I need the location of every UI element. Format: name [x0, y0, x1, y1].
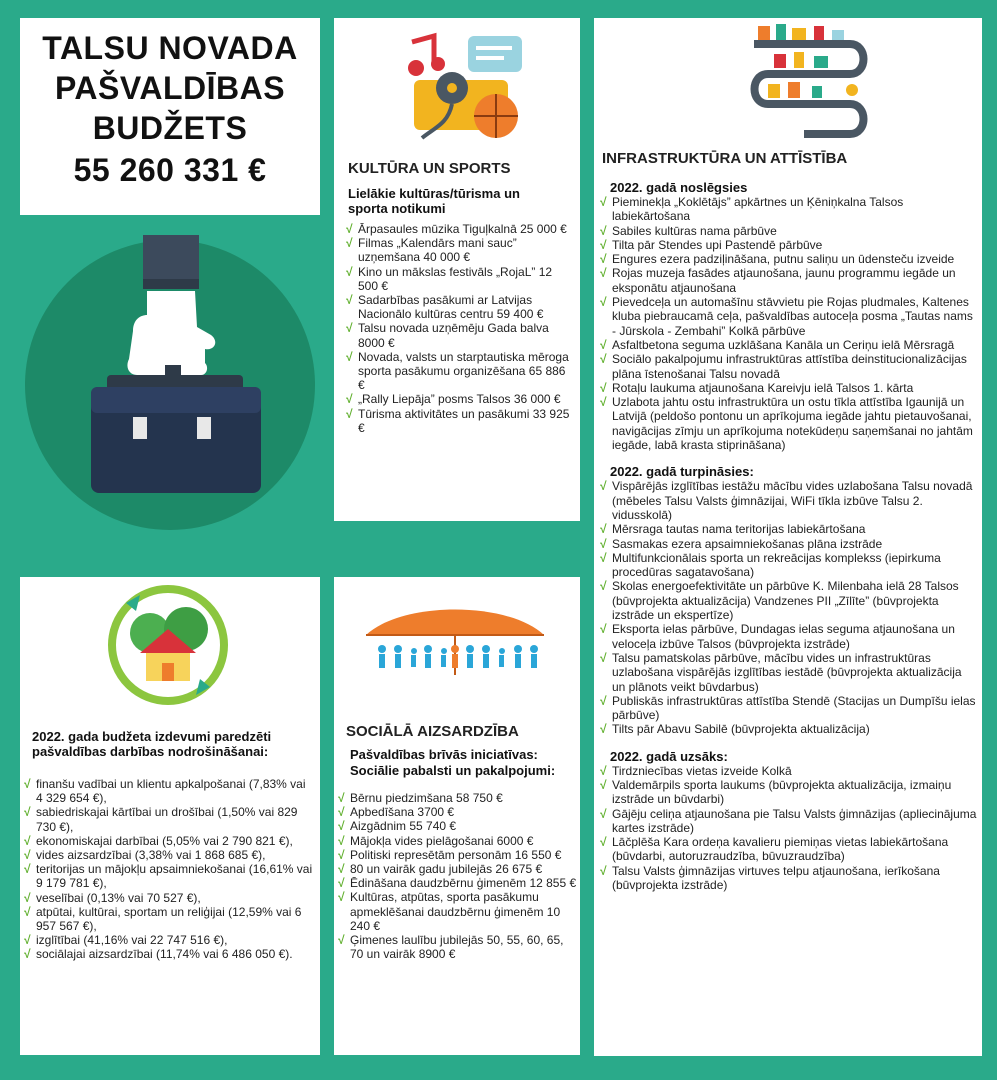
social-subheading-benefits: Sociālie pabalsti un pakalpojumi:: [350, 763, 556, 778]
title-card: [20, 18, 320, 215]
umbrella-people-illustration: [362, 605, 548, 677]
list-item: √ Asfaltbetona seguma uzklāšana Kanāla un Ceriņu ielā Mērsragā: [600, 337, 955, 352]
check-icon: √: [338, 933, 345, 948]
check-icon: √: [600, 777, 607, 792]
briefcase-hand-illustration: [25, 235, 315, 535]
check-icon: √: [600, 579, 607, 594]
check-icon: √: [346, 406, 353, 421]
culture-subheading: Lielākie kultūras/tūrisma un sporta notikumi: [348, 186, 520, 216]
list-item: √ atpūtai, kultūrai, sportam un reliģijai (12,59% vai 6 957 567 €),: [24, 904, 302, 934]
list-item: √ Novada, valsts un starptautiska mēroga sporta pasākumu organizēšana 65 886 €: [346, 349, 569, 393]
check-icon: √: [338, 805, 345, 820]
list-item: √ finanšu vadībai un klientu apkalpošanai (7,83% vai 4 329 654 €),: [24, 777, 306, 806]
social-protection-card: [334, 577, 580, 1055]
check-icon: √: [346, 349, 353, 364]
list-item: √ ekonomiskajai darbībai (5,05% vai 2 790 821 €),: [24, 833, 293, 848]
check-icon: √: [600, 863, 607, 878]
starting-list: [600, 764, 978, 893]
check-icon: √: [24, 777, 31, 791]
list-item: √ Politiski represētām personām 16 550 €: [338, 847, 562, 862]
list-item: √ Tilta pār Stendes upi Pastendē pārbūve: [600, 237, 823, 252]
check-icon: √: [338, 833, 345, 848]
list-item: √ Kino un mākslas festivāls „RojaL” 12 500 €: [346, 264, 553, 293]
social-heading: SOCIĀLĀ AIZSARDZĪBA: [346, 723, 519, 740]
check-icon: √: [600, 395, 607, 410]
check-icon: √: [24, 833, 31, 848]
check-icon: √: [600, 295, 607, 310]
list-item: √ Bērnu piedzimšana 58 750 €: [338, 791, 503, 805]
list-item: √ Skolas energoefektivitāte un pārbūve K. Milenbaha ielā 28 Talsos (būvprojekta aktualizācija) Vandzenes PII „Zīlīte” (būvprojekta izstrāde un ekspertīze): [600, 579, 959, 623]
city-road-illustration: [744, 24, 874, 142]
check-icon: √: [600, 195, 607, 209]
check-icon: √: [600, 223, 607, 238]
check-icon: √: [600, 693, 607, 708]
social-subheading-initiatives: Pašvaldības brīvās iniciatīvas:: [350, 747, 538, 762]
title-line-1: TALSU NOVADA: [42, 30, 298, 66]
list-item: √ Publiskās infrastruktūras attīstība Stendē (Stacijas un Dumpīšu ielas pārbūve): [600, 693, 976, 723]
list-item: √ teritorijas un mājokļu apsaimniekošanai (16,61% vai 9 179 781 €),: [24, 862, 313, 891]
list-item: √ Ģimenes laulību jubilejās 50, 55, 60, 65, 70 un vairāk 8900 €: [338, 933, 564, 962]
list-item: √ sabiedriskajai kārtībai un drošībai (1,50% vai 829 730 €),: [24, 805, 298, 834]
list-item: √ Sociālo pakalpojumu infrastruktūras attīstība deinstitucionalizācijas plāna īstenošanai Talsu novadā: [600, 352, 967, 381]
budget-amount: 55 260 331 €: [73, 152, 267, 188]
check-icon: √: [346, 222, 353, 236]
finishing-list: [600, 195, 978, 452]
check-icon: √: [600, 550, 607, 565]
list-item: √ Sasmakas ezera apsaimniekošanas plāna izstrāde: [600, 536, 883, 551]
infrastructure-card: [594, 18, 982, 1056]
check-icon: √: [600, 337, 607, 352]
check-icon: √: [338, 847, 345, 862]
check-icon: √: [24, 805, 31, 820]
check-icon: √: [600, 266, 607, 281]
check-icon: √: [338, 862, 345, 877]
list-item: √ Engures ezera padziļināšana, putnu saliņu un ūdensteču izveide: [600, 252, 955, 267]
check-icon: √: [24, 890, 31, 905]
list-item: √ Ārpasaules mūzika Tiguļkalnā 25 000 €: [346, 222, 567, 236]
list-item: √ Sadarbības pasākumi ar Latvijas Nacionālo kultūras centru 59 400 €: [346, 293, 544, 322]
check-icon: √: [338, 819, 345, 834]
list-item: √ Talsu pamatskolas pārbūve, mācību vides un infrastruktūras uzlabošana vispārējās izglītības iestādē (būvprojekta aktualizācija un plānots veikt būvdarbus): [600, 650, 962, 694]
list-item: √ Talsu Valsts ģimnāzijas virtuves telpu atjaunošana, ierīkošana (būvprojekta izstrāde): [600, 863, 940, 893]
check-icon: √: [600, 479, 607, 494]
check-icon: √: [24, 947, 31, 962]
list-item: √ „Rally Liepāja” posms Talsos 36 000 €: [346, 392, 561, 407]
list-item: √ Rotaļu laukuma atjaunošana Kareivju ielā Talsos 1. kārta: [600, 380, 914, 395]
list-item: √ Tirdzniecības vietas izveide Kolkā: [600, 763, 792, 778]
check-icon: √: [346, 293, 353, 308]
section-title-starting: 2022. gadā uzsāks:: [610, 748, 728, 764]
list-item: √ Ēdināšana daudzbērnu ģimenēm 12 855 €: [338, 876, 577, 891]
check-icon: √: [600, 352, 607, 367]
list-item: √ Uzlabota jahtu ostu infrastruktūra un ostu tīkla attīstība Igaunijā un Latvijā (peldošo pontonu un aprīkojuma iegāde jahtu pietauvošanai, navigācijas zīmju un aprīkojuma notekūdeņu saņemšanai no jahtām iegāde, labā krasta stiprināšana): [600, 395, 973, 453]
list-item: √ Mājokļa vides pielāgošanai 6000 €: [338, 833, 534, 848]
check-icon: √: [346, 264, 353, 279]
budget-expenses-card: [20, 577, 320, 1055]
check-icon: √: [600, 806, 607, 821]
check-icon: √: [24, 904, 31, 919]
continuing-list: [600, 479, 978, 736]
list-item: √ Tūrisma aktivitātes un pasākumi 33 925 €: [346, 406, 570, 435]
check-icon: √: [600, 380, 607, 395]
title-line-3: BUDŽETS: [92, 110, 248, 146]
section-title-finishing: 2022. gadā noslēgsies: [610, 180, 748, 195]
check-icon: √: [338, 876, 345, 891]
check-icon: √: [600, 650, 607, 665]
check-icon: √: [600, 835, 607, 850]
list-item: √ Filmas „Kalendārs mani sauc” uzņemšana 40 000 €: [346, 236, 517, 265]
list-item: √ Pievedceļa un automašīnu stāvvietu pie Rojas pludmales, Kaltenes kluba piebraucamā ceļa, pašvaldības autoceļa posma „Tautas nams - Jūrskola - Zembahi” Kolkā pārbūve: [600, 295, 973, 338]
list-item: √ Pieminekļa „Koklētājs” apkārtnes un Ķēniņkalna Talsos labiekārtošana: [600, 195, 904, 224]
check-icon: √: [600, 237, 607, 252]
check-icon: √: [600, 622, 607, 637]
list-item: √ Sabiles kultūras nama pārbūve: [600, 223, 777, 238]
list-item: √ Mērsraga tautas nama teritorijas labiekārtošana: [600, 522, 866, 537]
list-item: √ Lāčplēša Kara ordeņa kavalieru piemiņas vietas labiekārtošana (būvdarbi, autoruzraudzība, būvuzraudzība): [600, 835, 949, 864]
budget-heading: 2022. gada budžeta izdevumi paredzēti pašvaldības darbības nodrošināšanai:: [32, 729, 272, 759]
check-icon: √: [24, 848, 31, 863]
list-item: √ Tilts pār Abavu Sabilē (būvprojekta aktualizācija): [600, 722, 870, 737]
check-icon: √: [600, 536, 607, 551]
culture-sports-card: [334, 18, 580, 521]
check-icon: √: [346, 321, 353, 336]
list-item: √ sociālajai aizsardzībai (11,74% vai 6 486 050 €).: [24, 947, 293, 962]
list-item: √ Vispārējās izglītības iestāžu mācību vides uzlabošana Talsu novadā (mēbeles Talsu Valsts ģimnāzijai, WiFi tīkla izbūve Talsu 2. vidusskolā): [600, 479, 973, 522]
check-icon: √: [600, 522, 607, 537]
eco-house-illustration: [106, 583, 230, 707]
check-icon: √: [24, 862, 31, 877]
check-icon: √: [600, 722, 607, 737]
check-icon: √: [346, 236, 353, 251]
check-icon: √: [600, 252, 607, 267]
title-line-2: PAŠVALDĪBAS: [54, 70, 286, 106]
infrastructure-heading: INFRASTRUKTŪRA UN ATTĪSTĪBA: [602, 150, 848, 167]
check-icon: √: [346, 392, 353, 407]
list-item: √ Apbedīšana 3700 €: [338, 805, 455, 820]
check-icon: √: [600, 763, 607, 778]
check-icon: √: [338, 890, 345, 905]
list-item: √ izglītībai (41,16% vai 22 747 516 €),: [24, 933, 228, 948]
list-item: √ 80 un vairāk gadu jubilejās 26 675 €: [338, 862, 543, 877]
list-item: √ Eksporta ielas pārbūve, Dundagas ielas seguma atjaunošana un veloceļa izbūve Talsos (būvprojekta izstrāde): [600, 622, 955, 651]
infrastructure-body: [600, 180, 978, 892]
budget-list: [24, 777, 314, 962]
culture-sports-illustration: [404, 24, 524, 142]
culture-list: [346, 222, 572, 435]
list-item: √ Gājēju celiņa atjaunošana pie Talsu Valsts ģimnāzijas (apliecinājuma kartes izstrāde): [600, 806, 977, 835]
list-item: √ Aizgādnim 55 740 €: [338, 819, 457, 834]
list-item: √ Kultūras, atpūtas, sporta pasākumu apmeklēšanai daudzbērnu ģimenēm 10 240 €: [338, 890, 561, 933]
list-item: √ Rojas muzeja fasādes atjaunošana, jaunu programmu iegāde un eksponātu atjaunošana: [600, 266, 956, 295]
list-item: √ Multifunkcionālais sporta un rekreācijas komplekss (iepirkuma procedūras sagatavošana): [600, 550, 941, 580]
culture-heading: KULTŪRA UN SPORTS: [348, 160, 511, 177]
list-item: √ Valdemārpils sporta laukums (būvprojekta aktualizācija, izmaiņu izstrāde un būvdarbi): [600, 777, 952, 807]
check-icon: √: [338, 791, 345, 805]
list-item: √ vides aizsardzībai (3,38% vai 1 868 685 €),: [24, 848, 266, 863]
social-list: [338, 791, 578, 961]
list-item: √ veselībai (0,13% vai 70 527 €),: [24, 890, 201, 905]
list-item: √ Talsu novada uzņēmēju Gada balva 8000 €: [346, 321, 549, 350]
section-title-continuing: 2022. gadā turpināsies:: [610, 464, 754, 480]
check-icon: √: [24, 933, 31, 948]
